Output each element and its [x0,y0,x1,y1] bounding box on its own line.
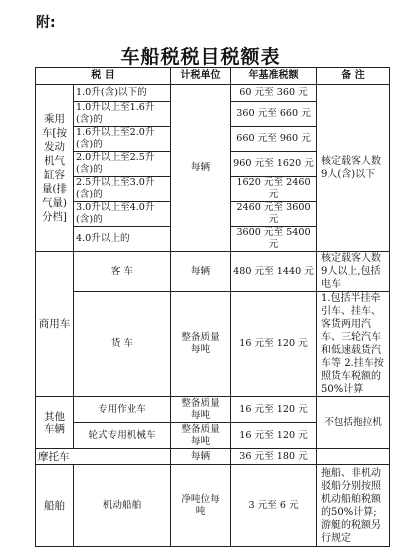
passenger-item: 1.0升以上至1.6升(含)的 [74,102,171,127]
other-amount: 16 元至 120 元 [231,397,317,423]
passenger-amount: 660 元至 960 元 [231,127,317,152]
truck-note: 1.包括半挂牵引车、挂车、客货两用汽车、三轮汽车和低速载货汽车等 2.挂车按照货车税额的50%计算 [317,292,390,397]
other-item: 专用作业车 [74,397,171,423]
other-category: 其他车辆 [36,397,74,449]
motorcycle-row [36,449,390,465]
passenger-item: 1.6升以上至2.0升(含)的 [74,127,171,152]
motorcycle-unit: 每辆 [171,449,231,465]
header-row [36,68,390,85]
vessel-amount: 3 元至 6 元 [231,465,317,547]
other-note: 不包括拖拉机 [317,397,390,449]
passenger-category: 乘用车[按发动机气缸容量(排气量)分档] [36,85,74,252]
tax-table [35,67,390,547]
other-row [36,397,390,423]
header-note: 备 注 [317,68,390,85]
other-unit: 整备质量每吨 [171,423,231,449]
other-item: 轮式专用机械车 [74,423,171,449]
truck-item: 货 车 [74,292,171,397]
vessel-category: 船舶 [36,465,74,547]
passenger-amount: 1620 元至 2460 元 [231,177,317,202]
passenger-item: 4.0升以上的 [74,227,171,252]
passenger-note: 核定载客人数9人(含)以下 [317,85,390,252]
vessel-note: 拖船、非机动驳船分别按照机动船舶税额的50%计算;游艇的税额另行规定 [317,465,390,547]
motorcycle-amount: 36 元至 180 元 [231,449,317,465]
header-item: 税 目 [36,68,171,85]
passenger-amount: 2460 元至 3600 元 [231,202,317,227]
vessel-item: 机动船舶 [74,465,171,547]
table-title: 车船税税目税额表 [120,46,281,68]
passenger-unit: 每辆 [171,85,231,252]
vessel-unit: 净吨位每吨 [171,465,231,547]
passenger-amount: 60 元至 360 元 [231,85,317,102]
vessel-row [36,465,390,547]
passenger-item: 2.5升以上至3.0升(含)的 [74,177,171,202]
other-unit: 整备质量每吨 [171,397,231,423]
passenger-item: 1.0升(含)以下的 [74,85,171,102]
truck-amount: 16 元至 120 元 [231,292,317,397]
motorcycle-category: 摩托车 [36,449,171,465]
passenger-amount: 360 元至 660 元 [231,102,317,127]
bus-amount: 480 元至 1440 元 [231,252,317,292]
passenger-amount: 960 元至 1620 元 [231,152,317,177]
passenger-item: 3.0升以上至4.0升(含)的 [74,202,171,227]
commercial-truck-row [36,292,390,397]
passenger-item: 2.0升以上至2.5升(含)的 [74,152,171,177]
commercial-bus-row [36,252,390,292]
motorcycle-note [317,449,390,465]
bus-note: 核定载客人数9人以上,包括电车 [317,252,390,292]
bus-item: 客 车 [74,252,171,292]
passenger-amount: 3600 元至 5400 元 [231,227,317,252]
passenger-row [36,85,390,102]
bus-unit: 每辆 [171,252,231,292]
commercial-category: 商用车 [36,252,74,397]
header-unit: 计税单位 [171,68,231,85]
header-amount: 年基准税额 [231,68,317,85]
appendix-label: 附: [36,15,56,31]
other-amount: 16 元至 120 元 [231,423,317,449]
truck-unit: 整备质量每吨 [171,292,231,397]
